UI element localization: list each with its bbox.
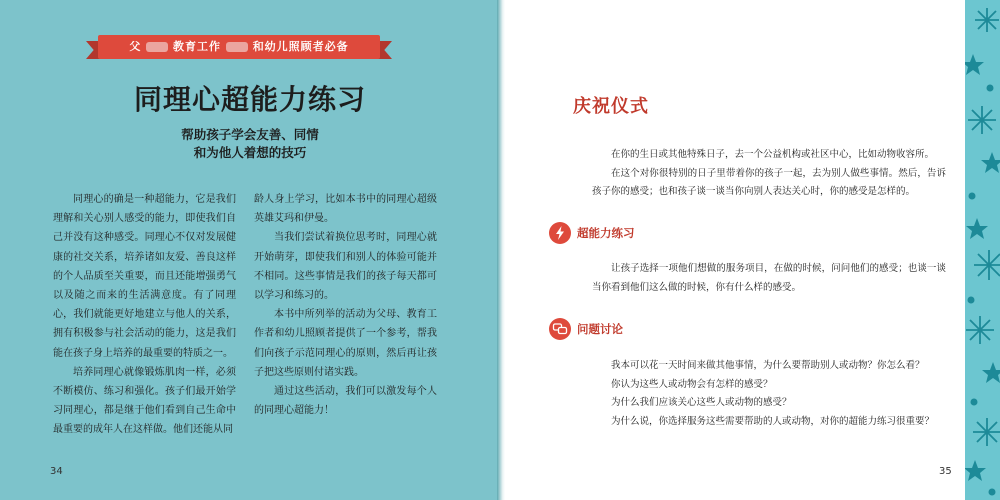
burst-icon <box>974 250 1000 280</box>
body-paragraph: 在你的生日或其他特殊日子，去一个公益机构或社区中心，比如动物收容所。 <box>611 149 935 160</box>
question-item: 为什么我们应该关心这些人或动物的感受？ <box>611 397 792 408</box>
star-icon <box>965 460 986 481</box>
section-label: 问题讨论 <box>577 322 623 336</box>
dot-icon <box>969 193 976 200</box>
body-paragraph: 当我们尝试着换位思考时，同理心就开始萌芽，即使我们和别人的体验可能并不相同。这些事情是我们的孩子每天都可以学习和练习的。 <box>254 232 437 302</box>
star-icon <box>965 54 984 75</box>
chat-bubbles-icon <box>549 318 571 340</box>
banner-text-part1: 父 <box>129 40 142 53</box>
banner-band <box>98 35 380 59</box>
decorative-border <box>965 0 1000 500</box>
body-paragraph: 龄人身上学习，比如本书中的同理心超级英雄艾玛和伊曼。 <box>254 194 437 225</box>
dot-icon <box>987 85 994 92</box>
star-icon <box>982 362 1000 383</box>
section-label: 超能力练习 <box>577 226 635 240</box>
book-title: 同理心超能力练习 <box>133 83 366 116</box>
burst-icon <box>966 316 994 344</box>
intro-text <box>592 146 946 202</box>
body-paragraph: 同理心的确是一种超能力，它是我们理解和关心别人感受的能力，即使我们自己并没有这种感受。同理心不仅对发展健康的社交关系，培养诸如友爱、善良这样的个人品质至关重要，而且还能增强勇气以及随之而来的生活满意度。有了同理心，我们就能更好地建立与他人的关系，拥有积极参与社会活动的能力，这是我们能在孩子身上培养的最重要的特质之一。 <box>53 194 236 359</box>
body-paragraph: 让孩子选择一项他们想做的服务项目，在做的时候，问问他们的感受；也谈一谈当你看到他们这么做的时候，你有什么样的感受。 <box>592 263 946 293</box>
body-paragraph: 在这个对你很特别的日子里带着你的孩子一起，去为别人做些事情。然后，告诉孩子你的感受；也和孩子谈一谈当你向别人表达关心时，你的感受是怎样的。 <box>592 167 946 197</box>
subtitle-line: 帮助孩子学会友善、同情 <box>181 127 319 142</box>
lightning-icon <box>549 222 571 244</box>
banner-text-part2: 教育工作 <box>173 40 221 53</box>
banner-text-part3: 和幼儿照顾者必备 <box>252 40 349 53</box>
body-column-1 <box>53 190 236 440</box>
dot-icon <box>971 399 978 406</box>
burst-icon <box>973 418 1000 446</box>
discussion-questions <box>592 357 946 431</box>
star-icon <box>966 218 988 239</box>
page-number-right: 35 <box>939 466 952 477</box>
star-icon <box>981 152 1000 173</box>
body-paragraph: 本书中所列举的活动为父母、教育工作者和幼儿照顾者提供了一个参考，帮我们向孩子示范同理心的原则，然后再让孩子把这些原则付诸实践。 <box>254 309 437 378</box>
question-item: 你认为这些人或动物会有怎样的感受？ <box>611 378 773 390</box>
book-subtitle <box>0 126 500 162</box>
redaction-blur <box>146 42 168 52</box>
section-title: 庆祝仪式 <box>573 96 649 117</box>
superpower-practice-text <box>592 260 946 297</box>
dot-icon <box>989 489 996 496</box>
question-item: 为什么说，你选择服务这些需要帮助的人或动物，对你的超能力练习很重要？ <box>611 415 935 427</box>
question-item: 我本可以花一天时间来做其他事情，为什么要帮助别人或动物？你怎么看？ <box>611 360 925 371</box>
body-paragraph: 培养同理心就像锻炼肌肉一样，必须不断模仿、练习和强化。孩子们最开始学习同理心，都是继于他们看到自己生命中最重要的成年人在这样做。他们还能从同 <box>53 366 236 436</box>
body-column-2 <box>254 190 437 420</box>
banner-ribbon <box>98 35 380 59</box>
burst-icon <box>968 106 996 134</box>
dot-icon <box>968 297 975 304</box>
subtitle-line: 和为他人着想的技巧 <box>193 145 307 160</box>
book-gutter <box>497 0 505 500</box>
body-paragraph: 通过这些活动，我们可以激发每个人的同理心超能力！ <box>254 386 437 417</box>
redaction-blur <box>226 42 248 52</box>
burst-icon <box>975 8 999 32</box>
page-number-left: 34 <box>50 466 63 477</box>
